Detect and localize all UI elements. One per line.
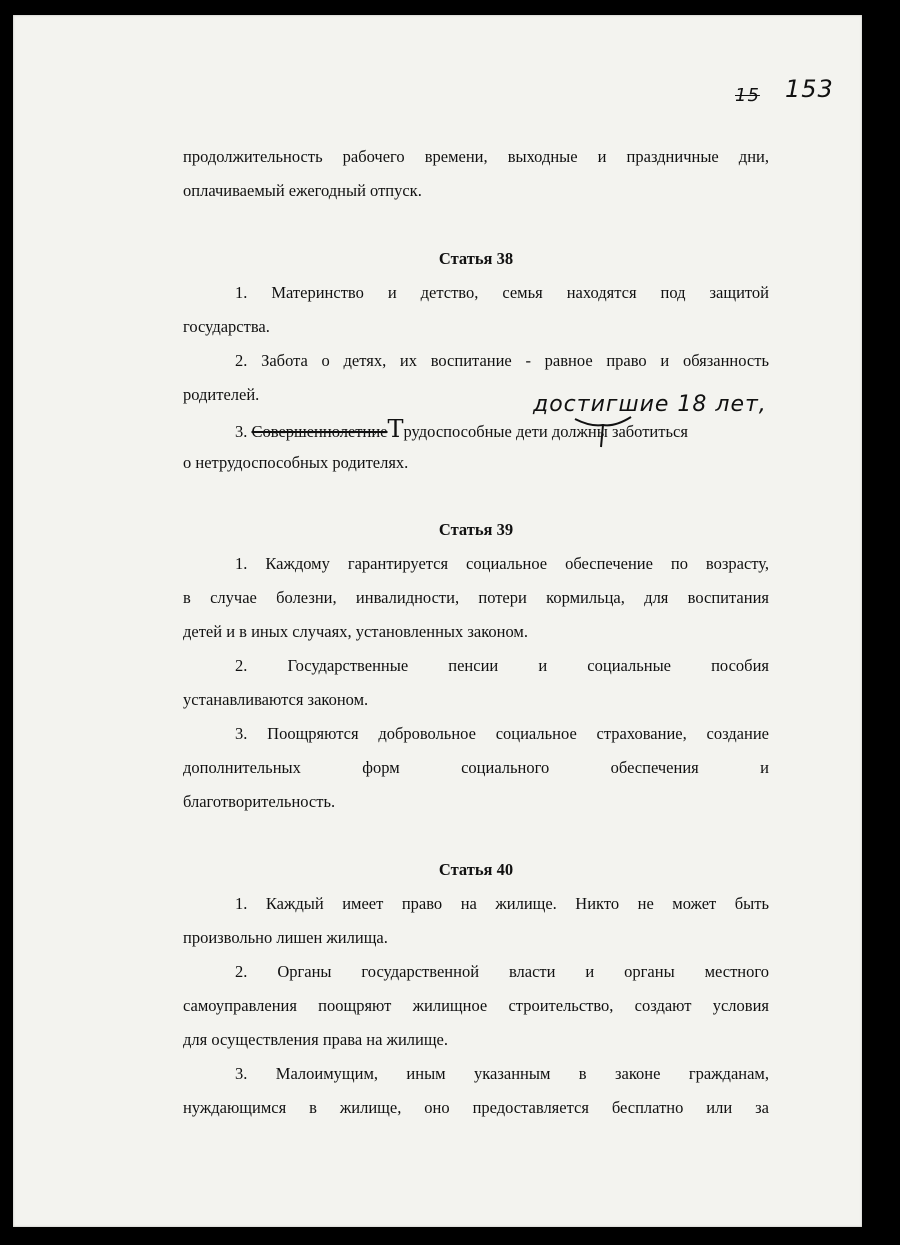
handwritten-insertion: достигшие 18 лет,: [533, 392, 767, 417]
text-line: дополнительных форм социального обеспечения и: [183, 758, 769, 777]
article-39-heading: Статья 39: [438, 520, 514, 539]
insertion-caret-icon: [573, 413, 633, 449]
text-line: государства.: [183, 317, 270, 336]
text-line: оплачиваемый ежегодный отпуск.: [183, 181, 422, 200]
text-line: 2. Органы государственной власти и органы местного: [235, 962, 769, 981]
text-line: 3. Малоимущим, иным указанным в законе гражданам,: [235, 1064, 769, 1083]
item-prefix: 3.: [235, 422, 252, 441]
page-number-new: 153: [785, 75, 834, 103]
text-line: произвольно лишен жилища.: [183, 928, 388, 947]
article-40-heading: Статья 40: [438, 860, 514, 879]
text-line: 3. Поощряются добровольное социальное страхование, создание: [235, 724, 769, 743]
text-line: 1. Каждый имеет право на жилище. Никто не может быть: [235, 894, 769, 913]
text-line: родителей.: [183, 385, 260, 404]
text-line: 2. Забота о детях, их воспитание - равное право и обязанность: [235, 351, 769, 370]
text-line: благотворительность.: [183, 792, 336, 811]
page-number-old: 15: [735, 85, 760, 106]
inserted-letter: Т: [387, 415, 404, 443]
text-line-edited: [235, 415, 769, 443]
struck-word: Совершеннолетние: [251, 422, 388, 441]
text-line: в случае болезни, инвалидности, потери кормильца, для воспитания: [183, 588, 769, 607]
article-38-heading: Статья 38: [438, 249, 514, 268]
text-line: 1. Материнство и детство, семья находятся под защитой: [235, 283, 769, 302]
text-line: 1. Каждому гарантируется социальное обеспечение по возрасту,: [235, 554, 769, 573]
text-line: продолжительность рабочего времени, выходные и праздничные дни,: [183, 147, 769, 166]
text-line: устанавливаются законом.: [183, 690, 369, 709]
text-line: 2. Государственные пенсии и социальные пособия: [235, 656, 769, 675]
text-line: детей и в иных случаях, установленных законом.: [183, 622, 528, 641]
text-line: самоуправления поощряют жилищное строительство, создают условия: [183, 996, 769, 1015]
document-page: [13, 15, 862, 1227]
text-line: о нетрудоспособных родителях.: [183, 453, 409, 472]
text-rest: рудоспособные дети должны заботиться: [403, 422, 688, 441]
text-line: для осуществления права на жилище.: [183, 1030, 448, 1049]
text-line: нуждающимся в жилище, оно предоставляется бесплатно или за: [183, 1098, 769, 1117]
